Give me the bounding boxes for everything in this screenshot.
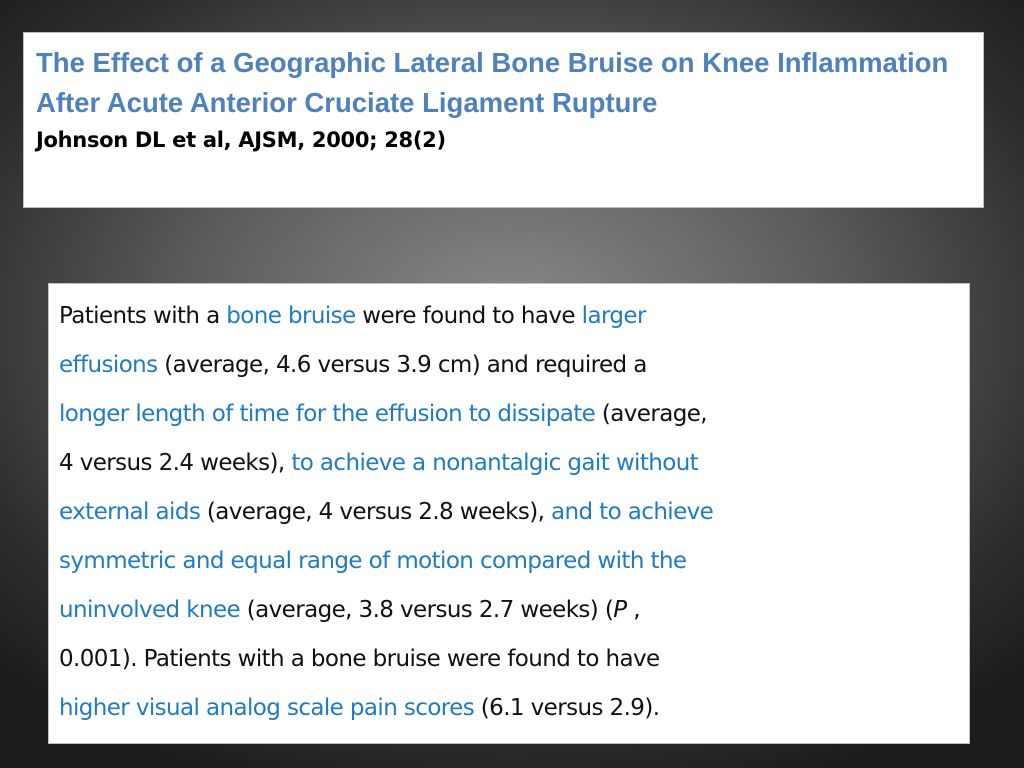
text-run: (6.1 versus 2.9). — [474, 695, 660, 721]
p-value-symbol: P — [613, 597, 627, 623]
text-run: (average, 3.8 versus 2.7 weeks) ( — [240, 597, 614, 623]
highlight-and-to-achieve: and to achieve — [551, 499, 714, 525]
highlight-larger: larger — [581, 303, 646, 329]
text-run: 4 versus 2.4 weeks), — [59, 450, 292, 476]
text-run: , — [626, 597, 640, 623]
text-run: Patients with a — [59, 303, 227, 329]
text-line-5 — [59, 488, 969, 537]
title-box — [23, 32, 984, 208]
text-run: were found to have — [355, 303, 582, 329]
text-line-9 — [59, 684, 969, 733]
body-text-box — [48, 283, 970, 744]
text-line-7 — [59, 586, 969, 635]
text-line-1 — [59, 292, 969, 341]
highlight-pain-scores: higher visual analog scale pain scores — [59, 695, 475, 721]
slide-title: The Effect of a Geographic Lateral Bone Bruise on Knee Inflammation After Acute Anterior Cruciate Ligament Rupture — [36, 47, 949, 118]
highlight-effusions: effusions — [59, 352, 158, 378]
text-line-8 — [59, 635, 969, 684]
highlight-external-aids: external aids — [59, 499, 201, 525]
text-run: (average, 4.6 versus 3.9 cm) and required a — [157, 352, 647, 378]
highlight-bone-bruise: bone bruise — [226, 303, 356, 329]
text-run: 0.001). Patients with a bone bruise were found to have — [59, 646, 660, 672]
citation: Johnson DL et al, AJSM, 2000; 28(2) — [36, 128, 446, 152]
highlight-longer-length: longer length of time for the effusion to dissipate — [59, 401, 596, 427]
highlight-uninvolved-knee: uninvolved knee — [59, 597, 241, 623]
text-run: (average, — [595, 401, 707, 427]
text-line-4 — [59, 439, 969, 488]
text-line-3 — [59, 390, 969, 439]
highlight-nonantalgic-gait: to achieve a nonantalgic gait without — [291, 450, 699, 476]
highlight-range-of-motion: symmetric and equal range of motion compared with the — [59, 548, 687, 574]
text-line-2 — [59, 341, 969, 390]
text-line-6 — [59, 537, 969, 586]
text-run: (average, 4 versus 2.8 weeks), — [200, 499, 551, 525]
